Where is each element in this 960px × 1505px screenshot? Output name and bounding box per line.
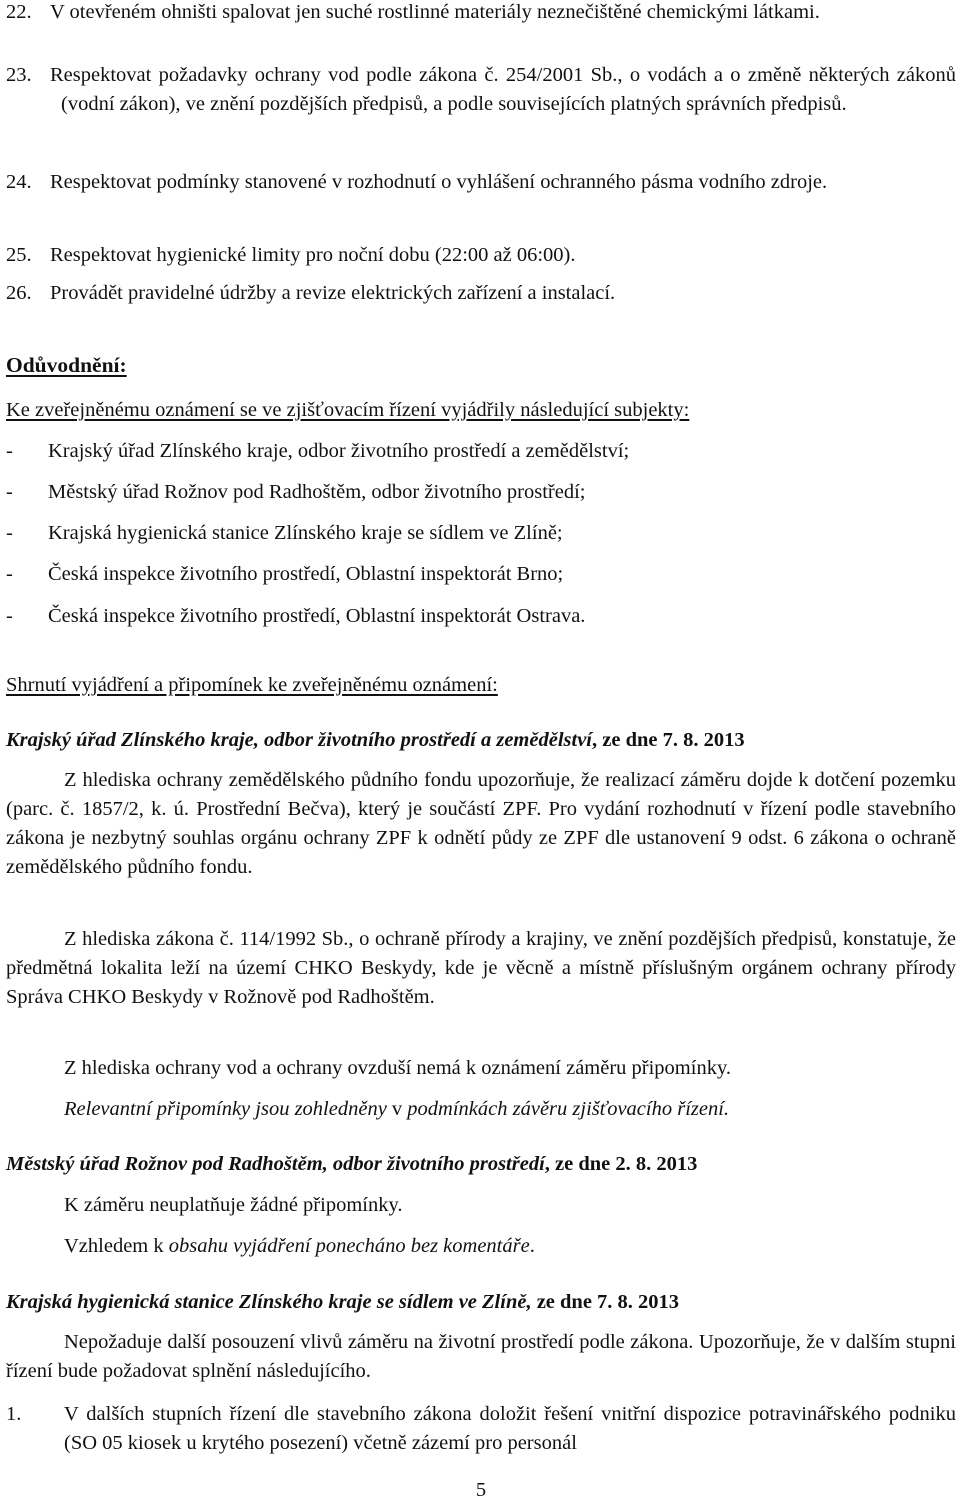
item-number: 25. [6, 244, 32, 266]
relevant-part-a: Relevantní připomínky jsou zohledněny [64, 1098, 387, 1120]
khs-heading-date: ze dne 7. 8. 2013 [531, 1291, 680, 1313]
khs-list-item-1 [6, 1400, 956, 1458]
item-number: 24. [6, 171, 32, 193]
mesto-p2-c: . [529, 1235, 535, 1257]
item-number: 1. [6, 1403, 22, 1425]
mesto-heading-name: Městský úřad Rožnov pod Radhoštěm, odbor životního prostředí [6, 1153, 545, 1175]
section-title: Odůvodnění: [6, 353, 127, 377]
subjects-intro: Ke zveřejněnému oznámení se ve zjišťovacím řízení vyjádřily následující subjekty: [6, 399, 690, 421]
dash-marker: - [6, 605, 13, 627]
kraj-paragraph-zpf: Z hlediska ochrany zemědělského půdního fondu upozorňuje, že realizací záměru dojde k dotčení pozemku (parc. č. 1857/2, k. ú. Prostřední Bečva), který je součástí ZPF. Pro vydání rozhodnutí v řízení podle stavebního zákona je nezbytný souhlas orgánu ochrany ZPF k odnětí půdy ze ZPF dle ustanovení 9 odst. 6 zákona o ochraně zemědělského půdního fondu. [6, 769, 956, 878]
kraj-heading-date: , ze dne 7. 8. 2013 [592, 729, 745, 751]
kraj-paragraph-vod: Z hlediska ochrany vod a ochrany ovzduší nemá k oznámení záměru připomínky. [64, 1057, 731, 1079]
mesto-p2-b: obsahu vyjádření ponecháno bez komentáře [168, 1235, 530, 1257]
kraj-paragraph-chko: Z hlediska zákona č. 114/1992 Sb., o ochraně přírody a krajiny, ve znění pozdějších předpisů, konstatuje, že předmětná lokalita leží na území CHKO Beskydy, kde je věcně a místně příslušným orgánem ochrany přírody Správa CHKO Beskydy v Rožnově pod Radhoštěm. [6, 928, 956, 1008]
subject-item [6, 519, 956, 548]
list-item-23 [6, 61, 956, 119]
item-text: V dalších stupních řízení dle stavebního zákona doložit řešení vnitřní dispozice potravinářského podniku (SO 05 kiosek u krytého posezení) včetně zázemí pro personál [64, 1403, 956, 1454]
dash-marker: - [6, 522, 13, 544]
khs-paragraph-1: Nepožaduje další posouzení vlivů záměru na životní prostředí podle zákona. Upozorňuje, že v dalším stupni řízení bude požadovat splnění následujícího. [6, 1331, 956, 1382]
list-item-26 [6, 279, 956, 308]
relevant-part-b: v [386, 1098, 408, 1120]
khs-heading-name: Krajská hygienická stanice Zlínského kraje se sídlem ve Zlíně, [6, 1291, 532, 1313]
list-item-25 [6, 241, 956, 270]
subject-item [6, 602, 956, 631]
dash-marker: - [6, 563, 13, 585]
relevant-part-c: podmínkách závěru zjišťovacího řízení. [407, 1098, 730, 1120]
mesto-paragraph-2 [6, 1232, 956, 1261]
item-text: Provádět pravidelné údržby a revize elektrických zařízení a instalací. [50, 282, 616, 304]
subject-text: Česká inspekce životního prostředí, Oblastní inspektorát Brno; [48, 563, 564, 585]
kraj-heading-name: Krajský úřad Zlínského kraje, odbor životního prostředí a zemědělství [6, 729, 592, 751]
subject-text: Krajská hygienická stanice Zlínského kraje se sídlem ve Zlíně; [48, 522, 563, 544]
item-number: 22. [6, 1, 32, 23]
item-number: 26. [6, 282, 32, 304]
mesto-p2-a: Vzhledem k [64, 1235, 169, 1257]
mesto-heading [6, 1150, 956, 1179]
list-item-24 [6, 168, 956, 197]
summary-heading: Shrnutí vyjádření a připomínek ke zveřejněnému oznámení: [6, 674, 498, 696]
subject-item [6, 437, 956, 466]
mesto-paragraph-1: K záměru neuplatňuje žádné připomínky. [64, 1194, 403, 1216]
subject-text: Česká inspekce životního prostředí, Oblastní inspektorát Ostrava. [48, 605, 586, 627]
item-text: Respektovat požadavky ochrany vod podle zákona č. 254/2001 Sb., o vodách a o změně některých zákonů (vodní zákon), ve znění pozdějších předpisů, a podle souvisejících platných správních předpisů. [50, 64, 956, 115]
subject-item [6, 560, 956, 589]
item-text: Respektovat podmínky stanovené v rozhodnutí o vyhlášení ochranného pásma vodního zdroje. [50, 171, 828, 193]
mesto-heading-date: , ze dne 2. 8. 2013 [544, 1153, 698, 1175]
kraj-paragraph-relevant [6, 1095, 956, 1124]
item-text: V otevřeném ohništi spalovat jen suché rostlinné materiály neznečištěné chemickými látkami. [50, 1, 820, 23]
page-number: 5 [475, 1479, 487, 1501]
subject-item [6, 478, 956, 507]
list-item-22 [6, 0, 956, 27]
khs-heading [6, 1288, 956, 1317]
kraj-heading [6, 726, 956, 755]
subject-text: Krajský úřad Zlínského kraje, odbor životního prostředí a zemědělství; [48, 440, 630, 462]
dash-marker: - [6, 440, 13, 462]
subject-text: Městský úřad Rožnov pod Radhoštěm, odbor životního prostředí; [48, 481, 586, 503]
dash-marker: - [6, 481, 13, 503]
item-text: Respektovat hygienické limity pro noční dobu (22:00 až 06:00). [50, 244, 576, 266]
item-number: 23. [6, 64, 32, 86]
